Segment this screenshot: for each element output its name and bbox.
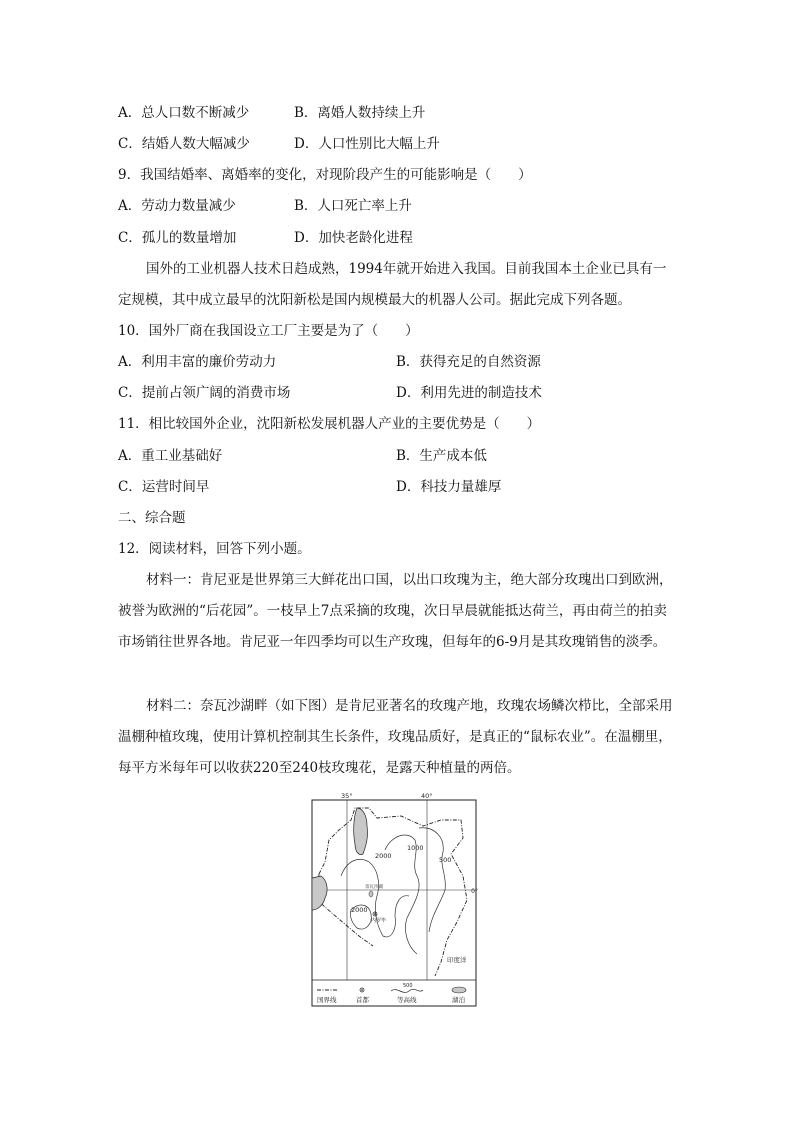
material-two-paragraph: 材料二：奈瓦沙湖畔（如下图）是肯尼亚著名的玫瑰产地，玫瑰农场鳞次栉比，全部采用温棚种植玫瑰，使用计算机控制其生长条件，玫瑰品质好，是真正的“鼠标农业”。在温棚里，每平方米每年可以收获220至240枝玫瑰花，是露天种植量的两倍。 <box>118 698 673 776</box>
q11-stem: 11．相比较国外企业，沈阳新松发展机器人产业的主要优势是（ ） <box>118 416 541 432</box>
q10-option-a: A．利用丰富的廉价劳动力 <box>118 354 277 370</box>
q9-stem: 9．我国结婚率、离婚率的变化，对现阶段产生的可能影响是（ ） <box>118 167 532 183</box>
legend-capital-label: 首都 <box>356 996 369 1004</box>
q12-stem: 12．阅读材料，回答下列小题。 <box>118 541 311 557</box>
q9-option-d: D．加快老龄化进程 <box>294 230 413 246</box>
q8-option-a: A．总人口数不断减少 <box>118 105 250 121</box>
q8-option-d: D．人口性别比大幅上升 <box>294 136 440 152</box>
legend-contour-value: 500 <box>403 983 413 989</box>
q8-option-c: C．结婚人数大幅减少 <box>118 136 250 152</box>
lake-naivasha <box>369 891 373 897</box>
lake-naivasha-label: 奈瓦沙湖 <box>365 885 383 890</box>
lat-label-0: 0° <box>471 888 478 895</box>
legend-lake-label: 湖泊 <box>452 996 465 1004</box>
q9-option-c: C．孤儿的数量增加 <box>118 230 237 246</box>
q10-option-b: B．获得充足的自然资源 <box>396 354 541 370</box>
q9-option-a: A．劳动力数量减少 <box>118 198 236 214</box>
capital-label: 内罗毕 <box>371 918 387 924</box>
q10-option-c: C．提前占领广阔的消费市场 <box>118 385 291 401</box>
q11-option-b: B．生产成本低 <box>396 448 487 464</box>
legend-lake-symbol <box>452 987 466 993</box>
legend-contour-label: 等高线 <box>397 996 417 1004</box>
q11-option-d: D．科技力量雄厚 <box>396 479 502 495</box>
map-frame <box>312 800 476 1006</box>
contour-label-500: 500 <box>439 856 452 864</box>
robot-intro-paragraph: 国外的工业机器人技术日趋成熟，1994年就开始进入我国。目前我国本土企业已具有一定规模，其中成立最早的沈阳新松是国内规模最大的机器人公司。据此完成下列各题。 <box>118 261 667 308</box>
contour-label-2000-south: 2000 <box>351 906 368 914</box>
material-one-paragraph: 材料一：肯尼亚是世界第三大鲜花出口国，以出口玫瑰为主，绝大部分玫瑰出口到欧洲，被誉为欧洲的“后花园”。一枝早上7点采摘的玫瑰，次日早晨就能抵达荷兰，再由荷兰的拍卖市场销往世界各地。肯尼亚一年四季均可以生产玫瑰，但每年的6-9月是其玫瑰销售的淡季。 <box>118 572 673 650</box>
q10-option-d: D．利用先进的制造技术 <box>396 385 542 401</box>
q11-option-a: A．重工业基础好 <box>118 448 223 464</box>
legend-border-label: 国界线 <box>317 996 337 1004</box>
q8-option-b: B．离婚人数持续上升 <box>294 105 426 121</box>
ocean-label: 印度洋 <box>447 956 467 964</box>
lon-label-35: 35° <box>341 792 353 800</box>
lon-label-40: 40° <box>421 792 433 800</box>
q9-option-b: B．人口死亡率上升 <box>294 198 412 214</box>
contour-label-2000-north: 2000 <box>375 852 392 860</box>
section-heading: 二、综合题 <box>118 510 186 526</box>
contour-label-1000: 1000 <box>407 844 424 852</box>
q11-option-c: C．运营时间早 <box>118 479 210 495</box>
q10-stem: 10．国外厂商在我国设立工厂主要是为了（ ） <box>118 323 419 339</box>
kenya-map-figure <box>311 790 479 1010</box>
